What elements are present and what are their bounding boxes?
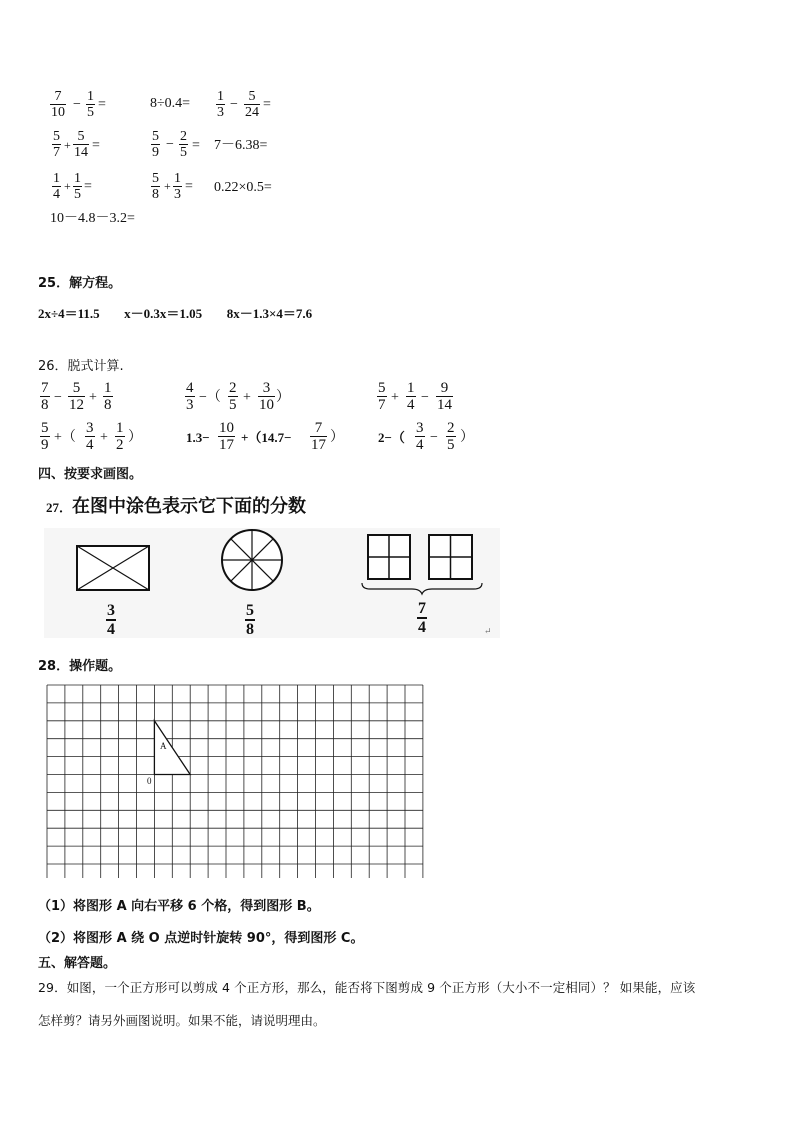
- fraction: [73, 130, 89, 160]
- denominator: 10: [51, 105, 65, 120]
- operator: −: [421, 390, 429, 405]
- fraction-label: [245, 603, 255, 638]
- numerator: 5: [246, 602, 254, 619]
- operator: +: [89, 390, 97, 405]
- fraction: [244, 90, 260, 120]
- fraction: [40, 421, 50, 453]
- bracket: ）: [128, 430, 142, 445]
- fraction: [179, 130, 188, 160]
- numerator: 3: [262, 380, 271, 396]
- operator: +（14.7−: [241, 430, 292, 445]
- numerator: 5: [152, 171, 159, 186]
- numerator: 1: [217, 89, 224, 104]
- denominator: 7: [53, 145, 60, 160]
- question-29-line-1: 29．如图，一个正方形可以剪成 4 个正方形，那么，能否将下图剪成 9 个正方形（大小不一定相同）？ 如果能，应该: [38, 980, 696, 995]
- numerator: 5: [378, 380, 386, 396]
- instruction-2: （2）将图形 A 绕 O 点逆时针旋转 90°，得到图形 C。: [38, 931, 364, 946]
- denominator: 3: [174, 187, 181, 202]
- circle-shape: [222, 530, 282, 590]
- numerator: 5: [53, 129, 60, 144]
- fraction: [40, 381, 50, 413]
- denominator: 17: [311, 437, 326, 453]
- operator: −（: [199, 390, 221, 405]
- equation: x－0.3x＝1.05: [124, 306, 203, 321]
- question-text: 在图中涂色表示它下面的分数: [72, 496, 307, 517]
- fraction: [218, 421, 235, 453]
- instruction-1: （1）将图形 A 向右平移 6 个格，得到图形 B。: [38, 899, 320, 914]
- numerator: 7: [54, 89, 62, 104]
- equals-sign: =: [84, 179, 92, 194]
- numerator: 7: [314, 420, 323, 436]
- denominator: 4: [416, 437, 424, 453]
- bracket: ）: [460, 430, 474, 445]
- denominator: 4: [407, 397, 415, 413]
- operator: +: [391, 390, 399, 405]
- numerator: 5: [77, 129, 85, 144]
- denominator: 17: [219, 437, 234, 453]
- fraction: [310, 421, 327, 453]
- numerator: 9: [440, 380, 449, 396]
- numerator: 5: [41, 420, 49, 436]
- fraction: [228, 381, 238, 413]
- square-grid: [46, 684, 426, 878]
- question-29-line-2: 怎样剪？请另外画图说明。如果不能，请说明理由。: [38, 1013, 326, 1028]
- denominator: 24: [245, 105, 259, 120]
- fraction: [151, 172, 160, 202]
- expression: 7－6.38=: [214, 138, 268, 153]
- fraction: [50, 90, 66, 120]
- fraction: [406, 381, 416, 413]
- operator: −: [54, 390, 62, 405]
- equation: 8x－1.3×4＝7.6: [226, 306, 313, 321]
- operator: −: [166, 137, 174, 152]
- fraction: [436, 381, 453, 413]
- operator: +: [164, 179, 171, 193]
- numerator: 1: [74, 171, 81, 186]
- operator: 1.3−: [186, 430, 210, 445]
- numerator: 2: [180, 129, 187, 144]
- section-4-title: 四、按要求画图。: [38, 467, 143, 482]
- question-28-title: 28．操作题。: [38, 659, 122, 674]
- bracket: ）: [330, 430, 344, 445]
- fraction: [68, 381, 85, 413]
- numerator: 3: [107, 602, 115, 619]
- numerator: 5: [152, 129, 159, 144]
- bracket: ）: [276, 390, 290, 405]
- numerator: 7: [41, 380, 49, 396]
- denominator: 4: [86, 437, 94, 453]
- fraction: [73, 172, 82, 202]
- fraction: [377, 381, 387, 413]
- operator: 2−（: [378, 430, 405, 445]
- equals-sign: =: [263, 97, 271, 112]
- denominator: 5: [87, 105, 94, 120]
- numerator: 3: [86, 420, 94, 436]
- svg-text:↵: ↵: [484, 626, 492, 636]
- numerator: 10: [219, 420, 234, 436]
- numerator: 1: [104, 380, 112, 396]
- numerator: 1: [116, 420, 124, 436]
- denominator: 5: [447, 437, 455, 453]
- question-27-title: [46, 492, 306, 518]
- denominator: 4: [107, 621, 115, 638]
- fraction: [415, 421, 425, 453]
- numerator: 5: [72, 380, 81, 396]
- fraction: [86, 90, 95, 120]
- numerator: 2: [229, 380, 237, 396]
- denominator: 14: [437, 397, 452, 413]
- operator: +: [243, 390, 251, 405]
- denominator: 5: [74, 187, 81, 202]
- denominator: 9: [152, 145, 159, 160]
- fraction: [151, 130, 160, 160]
- denominator: 12: [69, 397, 84, 413]
- equals-sign: =: [192, 138, 200, 153]
- operator: +: [64, 179, 71, 193]
- fraction: [216, 90, 225, 120]
- denominator: 3: [217, 105, 224, 120]
- operator: +（: [54, 430, 76, 445]
- fraction: [52, 172, 61, 202]
- operator: −: [430, 430, 438, 445]
- denominator: 8: [152, 187, 159, 202]
- equation: 2x÷4＝11.5: [38, 306, 100, 321]
- fraction: [446, 421, 456, 453]
- numerator: 2: [447, 420, 455, 436]
- expression: 8÷0.4=: [150, 96, 191, 111]
- numerator: 3: [416, 420, 424, 436]
- denominator: 5: [180, 145, 187, 160]
- operator: −: [230, 97, 238, 112]
- denominator: 4: [53, 187, 60, 202]
- numerator: 1: [53, 171, 60, 186]
- fraction: [185, 381, 195, 413]
- fraction-label: [417, 601, 427, 636]
- rectangle-shape: [77, 546, 149, 590]
- fraction: [85, 421, 95, 453]
- fraction: [115, 421, 125, 453]
- equation-row: [38, 303, 312, 322]
- equals-sign: =: [185, 179, 193, 194]
- question-number: 27．: [46, 500, 73, 515]
- denominator: 8: [104, 397, 112, 413]
- fraction: [258, 381, 275, 413]
- fraction: [103, 381, 113, 413]
- denominator: 3: [186, 397, 194, 413]
- equals-sign: =: [92, 138, 100, 153]
- denominator: 14: [74, 145, 88, 160]
- numerator: 1: [174, 171, 181, 186]
- expression: 0.22×0.5=: [214, 180, 272, 195]
- label-o: 0: [147, 776, 152, 786]
- fraction-label: [106, 603, 116, 638]
- denominator: 9: [41, 437, 49, 453]
- numerator: 5: [248, 89, 256, 104]
- question-26-title: 26．脱式计算.: [38, 359, 124, 374]
- denominator: 4: [418, 619, 426, 636]
- fraction: [52, 130, 61, 160]
- numerator: 4: [186, 380, 194, 396]
- denominator: 2: [116, 437, 124, 453]
- operator: −: [73, 97, 81, 112]
- operator: +: [100, 430, 108, 445]
- equals-sign: =: [98, 97, 106, 112]
- numerator: 1: [407, 380, 415, 396]
- numerator: 7: [418, 600, 426, 617]
- label-a: A: [160, 741, 167, 751]
- denominator: 8: [41, 397, 49, 413]
- denominator: 5: [229, 397, 237, 413]
- denominator: 10: [259, 397, 274, 413]
- numerator: 1: [87, 89, 94, 104]
- denominator: 7: [378, 397, 386, 413]
- expression: 10－4.8－3.2=: [50, 211, 135, 226]
- fraction: [173, 172, 182, 202]
- denominator: 8: [246, 621, 254, 638]
- operator: +: [64, 138, 71, 152]
- section-5-title: 五、解答题。: [38, 956, 117, 971]
- question-25-title: 25．解方程。: [38, 276, 122, 291]
